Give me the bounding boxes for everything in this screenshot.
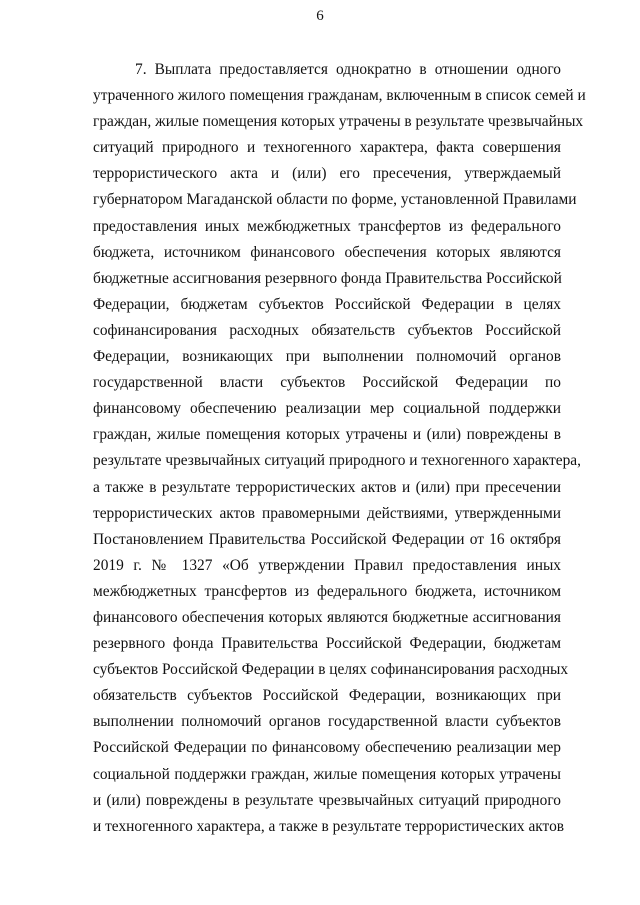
text-line: Постановлением Правительства Российской Федерации от 16 октября [93,530,561,548]
text-line: финансовому обеспечению реализации мер социальной поддержки [93,400,561,418]
text-line: Российской Федерации по финансовому обеспечению реализации мер [93,739,561,757]
text-line: террористических актов правомерными действиями, утвержденными [93,504,561,522]
text-line: субъектов Российской Федерации в целях софинансирования расходных [93,661,569,679]
text-line: государственной власти субъектов Российской Федерации по [93,374,561,392]
paragraph-7 [93,57,586,840]
text-line: террористического акта и (или) его пресечения, утверждаемый [93,165,561,183]
text-line: и техногенного характера, а также в результате террористических актов [93,817,565,835]
text-line: 2019 г. № 1327 «Об утверждении Правил предоставления иных [93,556,561,574]
text-line: выполнении полномочий органов государственной власти субъектов [93,713,561,731]
text-line: софинансирования расходных обязательств субъектов Российской [93,321,561,339]
text-line: социальной поддержки граждан, жилые помещения которых утрачены [93,765,561,783]
text-line: ситуаций природного и техногенного характера, факта совершения [93,139,561,157]
text-line: предоставления иных межбюджетных трансфертов из федерального [93,217,561,235]
text-line: 7. Выплата предоставляется однократно в отношении одного [135,61,561,78]
text-line: а также в результате террористических актов и (или) при пресечении [93,478,561,496]
text-line: Федерации, бюджетам субъектов Российской Федерации в целях [93,295,561,313]
text-line: межбюджетных трансфертов из федерального бюджета, источником [93,582,561,600]
text-line: граждан, жилые помещения которых утрачены и (или) повреждены в [93,426,561,444]
text-line: обязательств субъектов Российской Федерации, возникающих при [93,687,561,705]
text-line: резервного фонда Правительства Российской Федерации, бюджетам [93,635,561,653]
page-number: 6 [316,8,324,24]
text-line: бюджетные ассигнования резервного фонда Правительства Российской [93,269,562,287]
text-line: губернатором Магаданской области по форме, установленной Правилами [93,191,577,209]
text-line: и (или) повреждены в результате чрезвычайных ситуаций природного [93,791,561,809]
text-line: утраченного жилого помещения гражданам, включенным в список семей и [93,87,586,105]
text-line: бюджета, источником финансового обеспечения которых являются [93,243,561,261]
text-line: финансового обеспечения которых являются бюджетные ассигнования [93,608,561,626]
text-line: результате чрезвычайных ситуаций природного и техногенного характера, [93,452,581,470]
text-line: граждан, жилые помещения которых утрачены в результате чрезвычайных [93,113,584,131]
text-line: Федерации, возникающих при выполнении полномочий органов [93,348,561,366]
